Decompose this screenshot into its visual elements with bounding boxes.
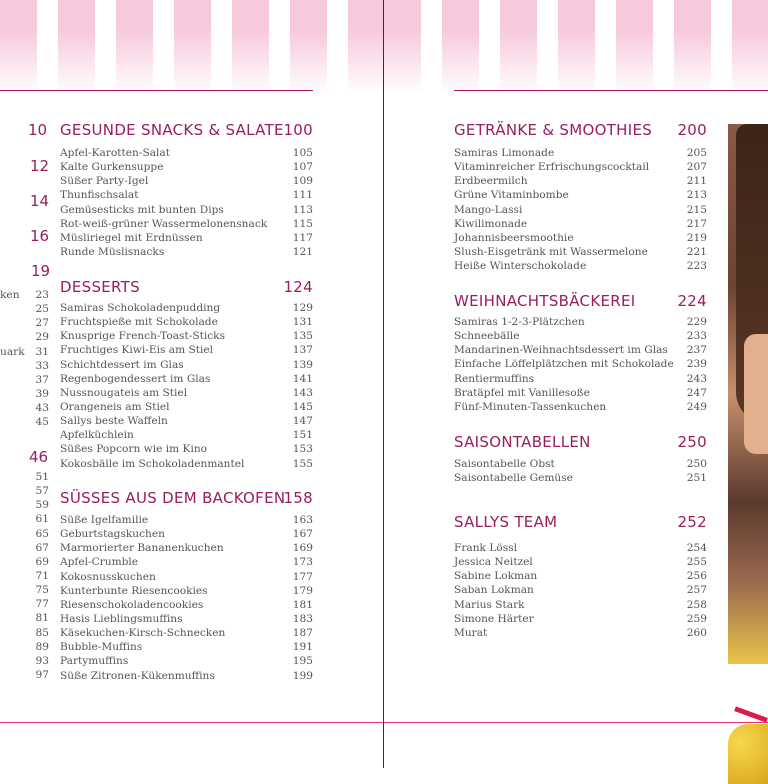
entry-page: 239	[686, 358, 707, 371]
toc-entry[interactable]	[60, 231, 313, 245]
entry-title: Grüne Vitaminbombe	[454, 189, 569, 202]
section-page: 158	[283, 489, 313, 507]
entry-page: 213	[686, 189, 707, 202]
entry-title: Schneebälle	[454, 330, 520, 343]
section-entries	[60, 146, 313, 259]
entry-title: Saban Lokman	[454, 584, 534, 597]
toc-entry[interactable]	[454, 188, 707, 202]
toc-entry[interactable]	[60, 428, 313, 442]
entry-title: Johannisbeersmoothie	[454, 231, 574, 244]
toc-entry[interactable]	[454, 555, 707, 569]
entry-title: Vitaminreicher Erfrischungscocktail	[454, 161, 650, 174]
toc-entry[interactable]	[454, 583, 707, 597]
entry-title: Saisontabelle Gemüse	[454, 472, 573, 485]
entry-page: 129	[292, 302, 313, 314]
toc-entry[interactable]	[454, 372, 707, 386]
section-entries	[454, 541, 707, 640]
entry-page: 153	[292, 443, 313, 456]
entry-page: 215	[686, 203, 707, 216]
right-page	[384, 0, 768, 768]
cut-entry	[0, 288, 49, 302]
top-rule	[0, 90, 313, 91]
cut-page-number: 12	[30, 157, 50, 175]
entry-page: 131	[292, 316, 313, 329]
entry-title: Marius Stark	[454, 598, 525, 611]
entry-title: Heiße Winterschokolade	[454, 260, 587, 273]
entry-title: Orangeneis am Stiel	[60, 400, 170, 413]
entry-title: Samiras 1-2-3-Plätzchen	[454, 316, 585, 328]
entry-title: Fruchtiges Kiwi-Eis am Stiel	[60, 344, 214, 357]
toc-entry[interactable]	[454, 203, 707, 217]
cut-entry-text: uark	[0, 345, 25, 358]
entry-title: Kiwilimonade	[454, 217, 528, 230]
entry-title: Bubble-Muffins	[60, 641, 143, 654]
entry-page: 145	[292, 400, 313, 413]
section-page: 200	[677, 121, 707, 139]
entry-page: 109	[292, 175, 313, 188]
entry-page: 211	[686, 175, 707, 188]
entry-title: Apfel-Crumble	[60, 556, 139, 569]
section-title: SALLYS TEAM	[454, 513, 558, 531]
toc-entry[interactable]	[60, 541, 313, 555]
toc-entry[interactable]	[60, 527, 313, 541]
entry-page: 229	[686, 316, 707, 328]
entry-page: 191	[292, 641, 313, 654]
entry-page: 141	[292, 372, 313, 385]
cut-entry-page: 27	[35, 317, 49, 330]
entry-title: Süßes Popcorn wie im Kino	[60, 443, 208, 456]
entry-title: Partymuffins	[60, 655, 129, 668]
entry-page: 257	[686, 584, 707, 597]
photo-face	[744, 334, 768, 454]
toc-entry[interactable]	[60, 640, 313, 654]
cut-entry-page: 77	[35, 598, 49, 611]
cut-entry-page: 85	[35, 626, 49, 639]
entry-title: Erdbeermilch	[454, 175, 528, 188]
entry-title: Müsliriegel mit Erdnüssen	[60, 231, 203, 244]
cut-entry-page: 59	[35, 499, 49, 512]
entry-title: Bratäpfel mit Vanillesoße	[454, 386, 590, 399]
entry-page: 121	[292, 245, 313, 258]
entry-title: Slush-Eisgetränk mit Wassermelone	[454, 245, 648, 258]
cut-entry-page: 81	[35, 612, 49, 625]
entry-title: Kokosbälle im Schokoladenmantel	[60, 457, 245, 470]
entry-title: Rot-weiß-grüner Wassermelonensnack	[60, 217, 268, 230]
entry-title: Kalte Gurkensuppe	[60, 161, 164, 174]
section-page: 224	[677, 292, 707, 310]
cut-entry-page: 43	[35, 402, 49, 415]
toc-entry[interactable]	[60, 343, 313, 357]
stripes-fade	[384, 30, 768, 94]
cut-entry-page: 37	[35, 373, 49, 386]
toc-entry[interactable]	[60, 669, 313, 683]
toc-entry[interactable]	[60, 160, 313, 174]
entry-title: Riesenschokoladencookies	[60, 598, 204, 611]
entry-page: 137	[292, 344, 313, 357]
toc-entry[interactable]	[454, 612, 707, 626]
entry-title: Schichtdessert im Glas	[60, 358, 184, 371]
section-entries	[60, 301, 313, 471]
entry-title: Knusprige French-Toast-Sticks	[60, 330, 226, 343]
entry-page: 183	[292, 612, 313, 625]
toc-entry[interactable]	[60, 414, 313, 428]
section-entries	[454, 146, 707, 273]
entry-page: 250	[686, 458, 707, 470]
entry-page: 221	[686, 245, 707, 258]
cut-entry-page: 23	[35, 289, 49, 301]
cut-page-number: 46	[29, 448, 49, 466]
toc-entry[interactable]	[454, 541, 707, 555]
entry-title: Apfelküchlein	[60, 429, 134, 442]
entry-title: Süßer Party-Igel	[60, 175, 149, 188]
toc-entry[interactable]	[60, 513, 313, 527]
entry-page: 223	[686, 260, 707, 273]
entry-page: 147	[292, 415, 313, 428]
entry-title: Fruchtspieße mit Schokolade	[60, 316, 218, 329]
toc-entry[interactable]	[60, 584, 313, 598]
entry-title: Käsekuchen-Kirsch-Schnecken	[60, 627, 226, 640]
entry-title: Fünf-Minuten-Tassenkuchen	[454, 400, 607, 413]
toc-entry[interactable]	[60, 203, 313, 217]
entry-title: Nussnougateis am Stiel	[60, 386, 188, 399]
entry-page: 167	[292, 528, 313, 541]
entry-title: Kokosnusskuchen	[60, 570, 156, 583]
entry-page: 249	[686, 400, 707, 413]
cut-entry-page: 29	[35, 331, 49, 344]
toc-entry[interactable]	[60, 329, 313, 343]
cut-page-list	[0, 470, 49, 682]
stripes-fade	[0, 30, 383, 94]
entry-title: Murat	[454, 626, 488, 639]
toc-entry[interactable]	[454, 315, 707, 329]
entry-title: Samiras Schokoladenpudding	[60, 302, 221, 314]
toc-entry[interactable]	[454, 626, 707, 640]
entry-page: 163	[292, 514, 313, 526]
entry-page: 107	[292, 161, 313, 174]
entry-title: Regenbogendessert im Glas	[60, 372, 211, 385]
entry-page: 254	[686, 542, 707, 554]
section-title: GESUNDE SNACKS & SALATE	[60, 121, 284, 139]
section-title: SAISONTABELLEN	[454, 433, 591, 451]
cut-entry-page: 71	[35, 569, 49, 582]
entry-title: Simone Härter	[454, 612, 534, 625]
entry-page: 260	[686, 626, 707, 639]
left-page	[0, 0, 383, 768]
cut-entry-page: 89	[35, 640, 49, 653]
entry-title: Marmorierter Bananenkuchen	[60, 542, 224, 555]
toc-entry[interactable]	[454, 259, 707, 273]
entry-page: 173	[292, 556, 313, 569]
section-page: 252	[677, 513, 707, 531]
entry-page: 205	[686, 147, 707, 159]
toc-entry[interactable]	[60, 626, 313, 640]
entry-title: Einfache Löffelplätzchen mit Schokolade	[454, 358, 674, 371]
cut-page-number: 10	[28, 121, 48, 139]
section-title: DESSERTS	[60, 278, 140, 296]
entry-page: 217	[686, 217, 707, 230]
section-page: 100	[283, 121, 313, 139]
toc-entry[interactable]	[454, 231, 707, 245]
entry-title: Kunterbunte Riesencookies	[60, 584, 208, 597]
entry-page: 251	[686, 472, 707, 485]
entry-title: Saisontabelle Obst	[454, 458, 555, 470]
entry-page: 111	[292, 189, 313, 202]
entry-page: 233	[686, 330, 707, 343]
cut-entry-page: 65	[35, 527, 49, 540]
toc-entry[interactable]	[454, 146, 707, 160]
section-entries	[60, 513, 313, 683]
entry-title: Frank Lössl	[454, 542, 518, 554]
entry-page: 177	[292, 570, 313, 583]
entry-page: 219	[686, 231, 707, 244]
entry-title: Jessica Neitzel	[454, 556, 533, 569]
toc-entry[interactable]	[454, 343, 707, 357]
cut-entry-page: 93	[35, 654, 49, 667]
entry-page: 117	[292, 231, 313, 244]
toc-entry[interactable]	[60, 358, 313, 372]
entry-page: 179	[292, 584, 313, 597]
section-page: 250	[677, 433, 707, 451]
entry-page: 259	[686, 612, 707, 625]
toc-entry[interactable]	[60, 174, 313, 188]
entry-page: 243	[686, 372, 707, 385]
entry-page: 255	[686, 556, 707, 569]
cut-entry-page: 75	[35, 584, 49, 597]
entry-title: Sabine Lokman	[454, 570, 538, 583]
section-page: 124	[283, 278, 313, 296]
cut-entry	[0, 345, 49, 359]
entry-title: Thunfischsalat	[60, 189, 139, 202]
entry-page: 139	[292, 358, 313, 371]
entry-title: Sallys beste Waffeln	[60, 415, 168, 428]
toc-entry[interactable]	[454, 245, 707, 259]
cut-page-number: 16	[30, 227, 50, 245]
entry-page: 199	[292, 669, 313, 682]
entry-page: 207	[686, 161, 707, 174]
toc-entry[interactable]	[60, 386, 313, 400]
entry-title: Rentiermuffins	[454, 372, 535, 385]
top-rule	[454, 90, 768, 91]
cut-entry-page: 45	[35, 416, 49, 429]
entry-title: Gemüsesticks mit bunten Dips	[60, 203, 224, 216]
toc-entry[interactable]	[60, 301, 313, 315]
entry-page: 143	[292, 386, 313, 399]
cut-entry-page: 25	[35, 303, 49, 316]
toc-entry[interactable]	[454, 217, 707, 231]
entry-title: Mandarinen-Weihnachtsdessert im Glas	[454, 344, 668, 357]
toc-entry[interactable]	[60, 372, 313, 386]
toc-entry[interactable]	[60, 217, 313, 231]
toc-entry[interactable]	[60, 598, 313, 612]
photo-bowl	[728, 724, 768, 784]
entry-page: 135	[292, 330, 313, 343]
toc-entry[interactable]	[454, 329, 707, 343]
entry-title: Hasis Lieblingsmuffins	[60, 612, 183, 625]
cut-entry-text: ken	[0, 289, 20, 301]
toc-entry[interactable]	[60, 570, 313, 584]
bottom-rule	[384, 722, 768, 723]
toc-entry[interactable]	[454, 598, 707, 612]
toc-entry[interactable]	[454, 569, 707, 583]
cut-entry-page: 31	[35, 345, 49, 358]
cut-page-number: 19	[31, 262, 51, 280]
entry-page: 105	[292, 147, 313, 159]
entry-title: Geburtstagskuchen	[60, 528, 165, 541]
cut-entry-page: 33	[35, 359, 49, 372]
entry-page: 151	[292, 429, 313, 442]
toc-entry[interactable]	[60, 146, 313, 160]
cut-entry-page: 67	[35, 541, 49, 554]
entry-title: Süße Zitronen-Kükenmuffins	[60, 669, 215, 682]
entry-page: 155	[292, 457, 313, 470]
section-entries	[454, 315, 707, 414]
cut-page-number: 14	[30, 192, 50, 210]
entry-page: 169	[292, 542, 313, 555]
toc-entry[interactable]	[454, 386, 707, 400]
entry-page: 237	[686, 344, 707, 357]
cut-entry-list	[0, 288, 49, 429]
entry-page: 258	[686, 598, 707, 611]
toc-entry[interactable]	[60, 555, 313, 569]
section-title: GETRÄNKE & SMOOTHIES	[454, 121, 653, 139]
entry-page: 256	[686, 570, 707, 583]
entry-page: 113	[292, 203, 313, 216]
toc-entry[interactable]	[60, 654, 313, 668]
entry-title: Runde Müslisnacks	[60, 245, 165, 258]
entry-page: 115	[292, 217, 313, 230]
toc-entry[interactable]	[454, 457, 707, 471]
bottom-rule	[0, 722, 383, 723]
toc-entry[interactable]	[60, 612, 313, 626]
toc-entry[interactable]	[454, 471, 707, 485]
entry-title: Samiras Limonade	[454, 147, 555, 159]
entry-page: 247	[686, 386, 707, 399]
toc-entry[interactable]	[454, 174, 707, 188]
toc-entry[interactable]	[454, 160, 707, 174]
cut-entry-page: 61	[35, 513, 49, 526]
cut-entry-page: 51	[35, 471, 49, 483]
toc-entry[interactable]	[60, 400, 313, 414]
toc-entry[interactable]	[60, 245, 313, 259]
entry-page: 195	[292, 655, 313, 668]
toc-entry[interactable]	[60, 457, 313, 471]
cut-entry-page: 57	[35, 485, 49, 498]
entry-page: 187	[292, 627, 313, 640]
entry-title: Mango-Lassi	[454, 203, 523, 216]
toc-entry[interactable]	[60, 188, 313, 202]
cut-entry-page: 69	[35, 555, 49, 568]
toc-entry[interactable]	[454, 400, 707, 414]
toc-entry[interactable]	[60, 442, 313, 456]
cooking-photo	[728, 124, 768, 664]
toc-entry[interactable]	[454, 357, 707, 371]
cut-entry-page: 97	[35, 668, 49, 681]
section-title: WEIHNACHTSBÄCKEREI	[454, 292, 636, 310]
entry-title: Apfel-Karotten-Salat	[60, 147, 170, 159]
entry-page: 181	[292, 598, 313, 611]
cut-entry-page: 39	[35, 387, 49, 400]
section-entries	[454, 457, 707, 485]
toc-entry[interactable]	[60, 315, 313, 329]
section-title: SÜSSES AUS DEM BACKOFEN	[60, 489, 286, 507]
entry-title: Süße Igelfamilie	[60, 514, 149, 526]
